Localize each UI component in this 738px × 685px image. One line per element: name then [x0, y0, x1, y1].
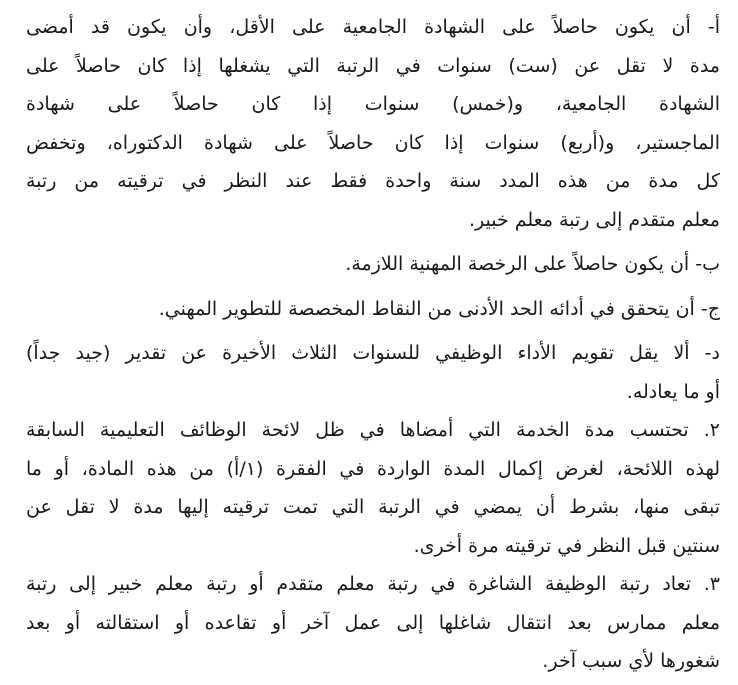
text-line: الشهادة الجامعية، و(خمس) سنوات إذا كان حاصلاً على شهادة: [26, 93, 720, 115]
text-line: سنتين قبل النظر في ترقيته مرة أخرى.: [413, 534, 720, 557]
item-a: [26, 8, 720, 239]
document-page: [26, 8, 720, 681]
text-line: لهذه اللائحة، لغرض إكمال المدة الواردة في الفقرة (١/أ) من هذه المادة، أو ما: [26, 457, 720, 480]
item-3: [26, 565, 720, 681]
text-line: أو ما يعادله.: [626, 380, 720, 403]
item-b: [26, 245, 720, 284]
text-line: د- ألا يقل تقويم الأداء الوظيفي للسنوات الثلاث الأخيرة عن تقدير (جيد جداً): [26, 342, 720, 364]
text-line: أ- أن يكون حاصلاً على الشهادة الجامعية على الأقل، وأن يكون قد أمضى: [26, 16, 720, 38]
item-d: [26, 334, 720, 411]
text-line: ٢. تحتسب مدة الخدمة التي أمضاها في ظل لائحة الوظائف التعليمية السابقة: [26, 419, 720, 441]
text-line: ب- أن يكون حاصلاً على الرخصة المهنية اللازمة.: [345, 253, 720, 275]
item-c: [26, 290, 720, 329]
text-line: ج- أن يتحقق في أدائه الحد الأدنى من النقاط المخصصة للتطوير المهني.: [158, 297, 720, 320]
text-line: مدة لا تقل عن (ست) سنوات في الرتبة التي يشغلها إذا كان حاصلاً على: [26, 54, 720, 77]
text-line: كل مدة من هذه المدد سنة واحدة فقط عند النظر في ترقيته من رتبة: [26, 170, 720, 192]
text-line: الماجستير، و(أربع) سنوات إذا كان حاصلاً على شهادة الدكتوراه، وتخفض: [26, 131, 720, 154]
text-line: تبقى منها، بشرط أن يمضي في الرتبة التي تمت ترقيته إليها مدة لا تقل عن: [26, 496, 720, 518]
item-2: [26, 411, 720, 565]
text-line: معلم متقدم إلى رتبة معلم خبير.: [468, 208, 720, 231]
text-line: ٣. تعاد رتبة الوظيفة الشاغرة في رتبة معلم متقدم أو رتبة معلم خبير إلى رتبة: [26, 573, 720, 595]
text-line: شغورها لأي سبب آخر.: [542, 650, 720, 672]
text-line: معلم ممارس بعد انتقال شاغلها إلى عمل آخر أو تقاعده أو استقالته أو بعد: [26, 611, 720, 634]
